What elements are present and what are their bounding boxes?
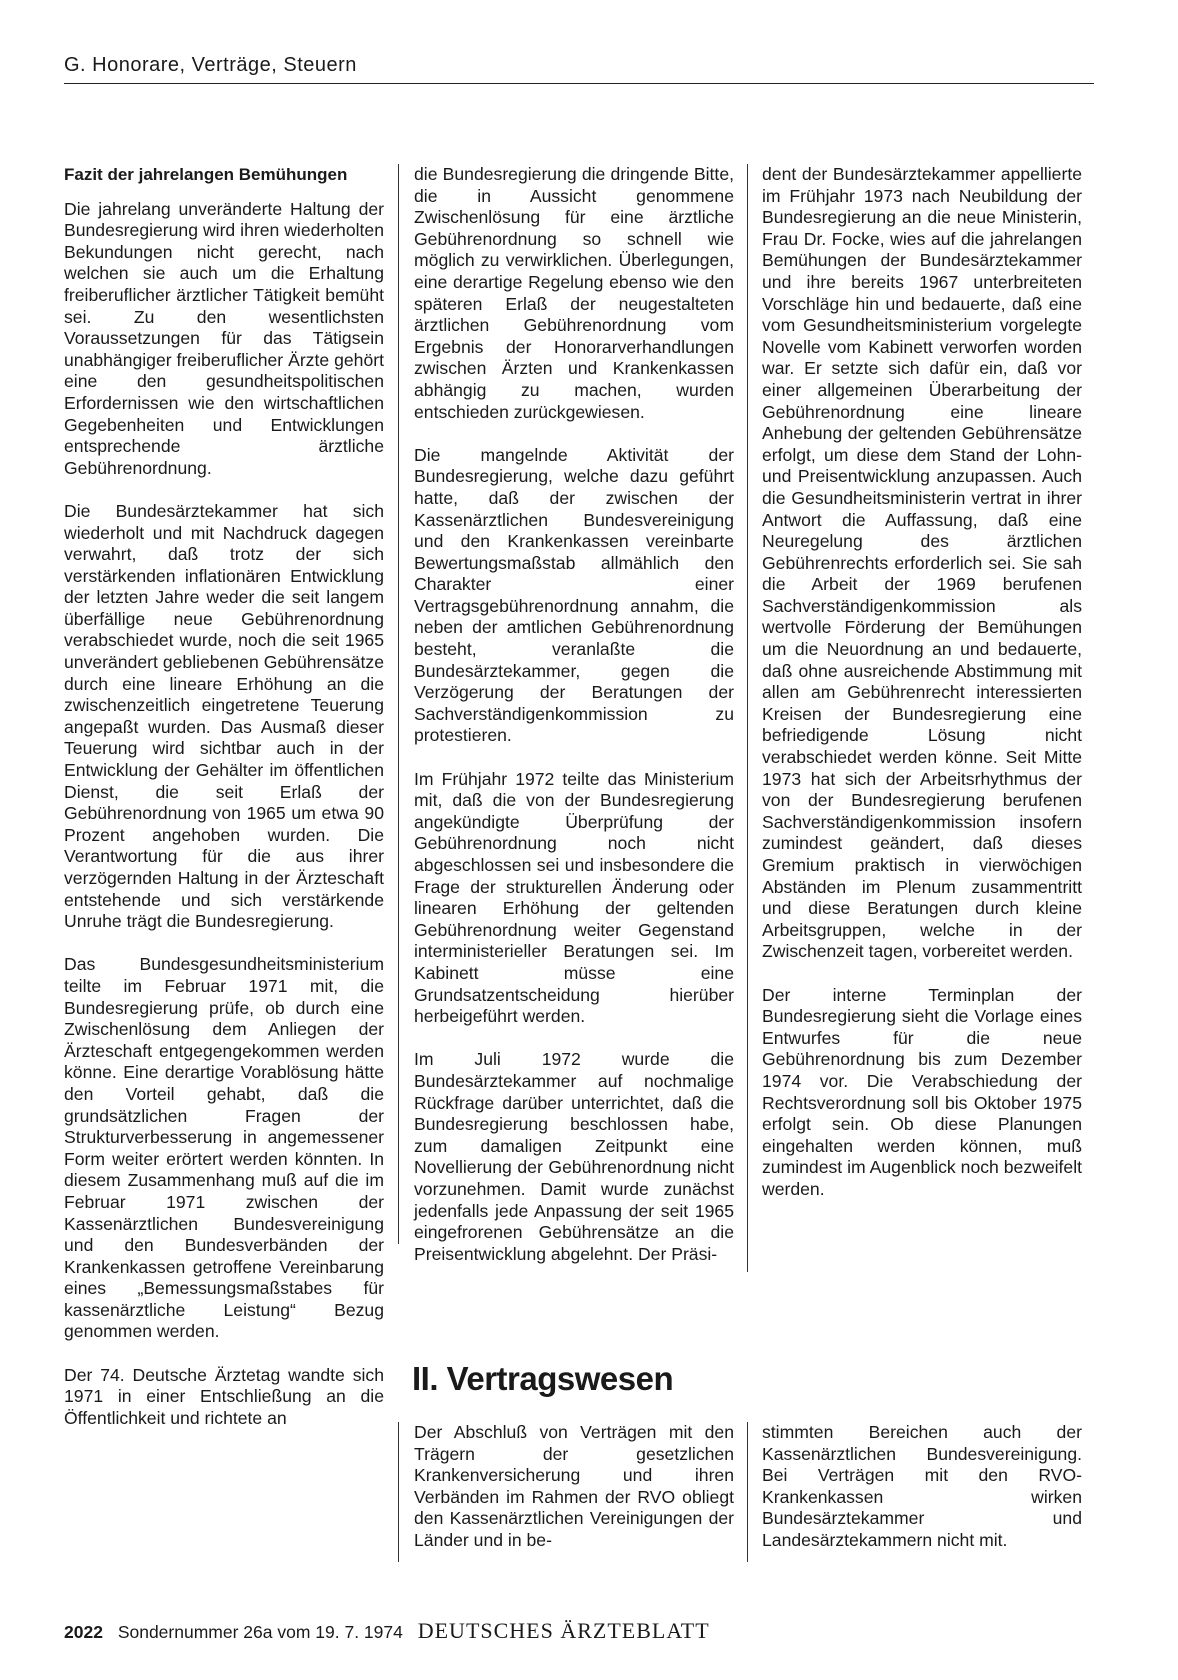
page-number: 2022 — [64, 1622, 103, 1642]
paragraph: Die Bundesärztekammer hat sich wiederholt und mit Nachdruck dagegen verwahrt, daß trotz der sich verstärkenden inflationären Entwicklung der letzten Jahre weder die seit langem überfällige neue Gebührenordnung verabschiedet wurde, noch die seit 1965 unverändert gebliebenen Gebührensätze durch eine lineare Erhöhung an die zwischenzeitlich eingetretene Teuerung angepaßt wurden. Das Ausmaß dieser Teuerung wird sichtbar auch in der Entwicklung der Gehälter im öffentlichen Dienst, die seit Erlaß der Gebührenordnung von 1965 um etwa 90 Prozent angehoben wurden. Die Verantwortung für die aus ihrer verzögernden Haltung in der Ärzteschaft entstehende und sich verstärkende Unruhe trägt die Bundesregierung. — [64, 500, 384, 932]
text-column-1 — [64, 164, 384, 1429]
paragraph: die Bundesregierung die dringende Bitte, die in Aussicht genommene Zwischenlösung für eine ärztliche Gebührenordnung so schnell wie möglich zu verwirklichen. Überlegungen, eine derartige Regelung ebenso wie den späteren Erlaß der neugestalteten ärztlichen Gebührenordnung vom Ergebnis der Honorarverhandlungen zwischen Ärzten und Krankenkassen abhängig zu machen, wurden entschieden zurückgewiesen. — [414, 164, 734, 422]
paragraph: Im Frühjahr 1972 teilte das Ministerium mit, daß die von der Bundesregierung angekündigte Überprüfung der Gebührenordnung noch nicht abgeschlossen sei und insbesondere die Frage der strukturellen Änderung oder linearen Erhöhung der geltenden Gebührenordnung weiter Gegenstand interministerieller Beratungen sei. Im Kabinett müsse eine Grundsatzentscheidung hierüber herbeigeführt werden. — [414, 768, 734, 1027]
column-divider — [398, 164, 399, 1244]
issue-info: Sondernummer 26a vom 19. 7. 1974 — [117, 1622, 403, 1642]
column-divider — [747, 164, 748, 1272]
paragraph: Der Abschluß von Verträgen mit den Trägern der gesetzlichen Krankenversicherung und ihren Verbänden im Rahmen der RVO obliegt den Kassenärztlichen Vereinigungen der Länder und in be- — [414, 1422, 734, 1550]
paragraph: Das Bundesgesundheitsministerium teilte im Februar 1971 mit, die Bundesregierung prüfe, ob durch eine Zwischenlösung dem Anliegen der Ärzteschaft entgegengekommen werden könne. Eine derartige Vorablösung hätte den Vorteil gehabt, daß die grundsätzlichen Fragen der Strukturverbesserung in angemessener Form weiter erörtert werden könnten. In diesem Zusammenhang muß auf die im Februar 1971 zwischen der Kassenärztlichen Bundesvereinigung und den Bundesverbänden der Krankenkassen getroffene Vereinbarung eines „Bemessungsmaßstabes für kassenärztliche Leistung“ Bezug genommen werden. — [64, 954, 384, 1342]
paragraph: Der 74. Deutsche Ärztetag wandte sich 1971 in einer Entschließung an die Öffentlichkeit und richtete an — [64, 1364, 384, 1428]
paragraph: dent der Bundesärztekammer appellierte im Frühjahr 1973 nach Neubildung der Bundesregierung an die neue Ministerin, Frau Dr. Focke, wies auf die jahrelangen Bemühungen der Bundesärztekammer und ihre bereits 1967 unterbreiteten Vorschläge hin und bedauerte, daß eine vom Gesundheitsministerium vorgelegte Novelle vom Kabinett verworfen worden war. Er setzte sich dafür ein, daß vor einer allgemeinen Überarbeitung der Gebührenordnung eine lineare Anhebung der geltenden Gebührensätze erfolgt, um diese dem Stand der Lohn- und Preisentwicklung anzupassen. Auch die Gesundheitsministerin vertrat in ihrer Antwort die Auffassung, daß eine Neuregelung des ärztlichen Gebührenrechts erforderlich sei. Sie sah die Arbeit der 1969 berufenen Sachverständigenkommission als wertvolle Förderung der Bemühungen um die Neuordnung an und bedauerte, daß ohne ausreichende Abstimmung mit allen am Gebührenrecht interessierten Kreisen der Bundesregierung eine befriedigende Lösung nicht verabschiedet werden könne. Seit Mitte 1973 hat sich der Arbeitsrhythmus der von der Bundesregierung berufenen Sachverständigenkommission insofern zumindest geändert, daß dieses Gremium praktisch in vierwöchigen Abständen im Plenum zusammentritt und diese Beratungen durch kleine Arbeitsgruppen, welche in der Zwischenzeit tagen, vorbereitet werden. — [762, 164, 1082, 962]
running-head: G. Honorare, Verträge, Steuern — [64, 54, 1094, 84]
paragraph: Die mangelnde Aktivität der Bundesregierung, welche dazu geführt hatte, daß der zwischen der Kassenärztlichen Bundesvereinigung und den Krankenkassen vereinbarte Bewertungsmaßstab allmählich den Charakter einer Vertragsgebührenordnung annahm, die neben der amtlichen Gebührenordnung besteht, veranlaßte die Bundesärztekammer, gegen die Verzögerung der Beratungen der Sachverständigenkommission zu protestieren. — [414, 444, 734, 746]
paragraph: Die jahrelang unveränderte Haltung der Bundesregierung wird ihren wiederholten Bekundungen nicht gerecht, nach welchen sie auch um die Erhaltung freiberuflicher ärztlicher Tätigkeit bemüht sei. Zu den wesentlichsten Voraussetzungen für das Tätigsein unabhängiger freiberuflicher Ärzte gehört eine den gesundheitspolitischen Erfordernissen wie den wirtschaftlichen Gegebenheiten und Entwicklungen entsprechende ärztliche Gebührenordnung. — [64, 198, 384, 478]
section-text-left — [414, 1422, 734, 1552]
paragraph: Im Juli 1972 wurde die Bundesärztekammer auf nochmalige Rückfrage darüber unterrichtet, daß die Bundesregierung beschlossen habe, zum damaligen Zeitpunkt eine Novellierung der Gebührenordnung nicht vorzunehmen. Damit wurde zunächst jedenfalls jede Anpassung der seit 1965 eingefrorenen Gebührensätze an die Preisentwicklung abgelehnt. Der Präsi- — [414, 1049, 734, 1264]
column-divider — [398, 1422, 399, 1562]
section-text-right — [762, 1422, 1082, 1552]
journal-name: DEUTSCHES ÄRZTEBLATT — [417, 1618, 710, 1643]
paragraph: stimmten Bereichen auch der Kassenärztlichen Bundesvereinigung. Bei Verträgen mit den RVO-Krankenkassen wirken Bundesärztekammer und Landesärztekammern nicht mit. — [762, 1422, 1082, 1550]
paragraph: Der interne Terminplan der Bundesregierung sieht die Vorlage eines Entwurfes für die neue Gebührenordnung bis zum Dezember 1974 vor. Die Verabschiedung der Rechtsverordnung soll bis Oktober 1975 erfolgt sein. Ob diese Planungen eingehalten werden können, muß zumindest im Augenblick noch bezweifelt werden. — [762, 984, 1082, 1199]
subheading: Fazit der jahrelangen Bemühungen — [64, 165, 348, 184]
section-heading: II. Vertragswesen — [412, 1360, 674, 1397]
page-footer — [64, 1618, 710, 1644]
text-column-2 — [414, 164, 734, 1265]
column-divider — [747, 1422, 748, 1562]
text-column-3 — [762, 164, 1082, 1201]
